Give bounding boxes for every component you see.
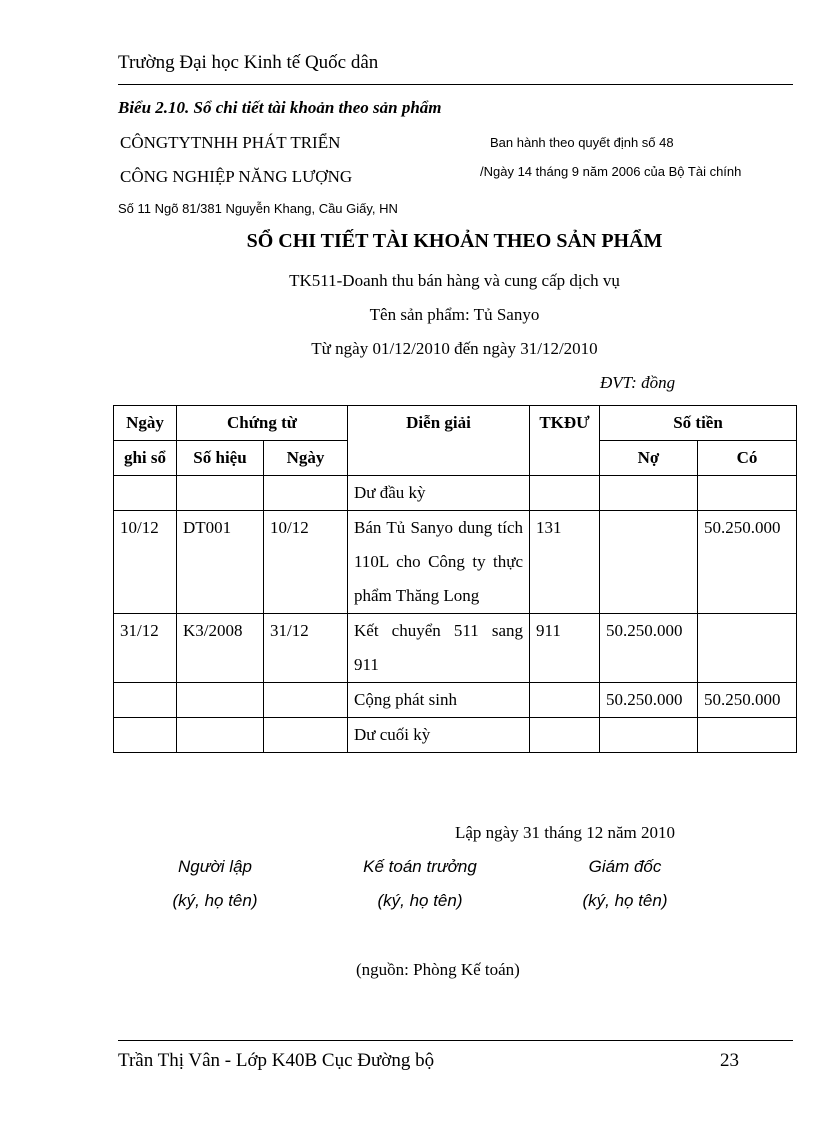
- cell-dien-giai: Kết chuyển 511 sang 911: [348, 614, 530, 683]
- footer-author: Trần Thị Vân - Lớp K40B Cục Đường bộ: [118, 1050, 435, 1071]
- source-note: (nguồn: Phòng Kế toán): [356, 960, 520, 979]
- cell-ngay: [264, 718, 348, 753]
- cell-so-hieu: [177, 718, 264, 753]
- period-line: Từ ngày 01/12/2010 đến ngày 31/12/2010: [311, 339, 598, 358]
- header-so-tien: Số tiền: [600, 406, 797, 441]
- page-header-school: Trường Đại học Kinh tế Quốc dân: [118, 52, 379, 73]
- header-divider: [118, 84, 793, 85]
- cell-no: 50.250.000: [600, 683, 698, 718]
- cell-ngay-ghi-so: [114, 476, 177, 511]
- header-co: Có: [698, 441, 797, 476]
- cell-tkdu: 911: [530, 614, 600, 683]
- header-so-hieu: Số hiệu: [177, 441, 264, 476]
- role-preparer: Người lập: [178, 857, 252, 876]
- cell-ngay-ghi-so: [114, 683, 177, 718]
- figure-caption: Biểu 2.10. Sổ chi tiết tài khoản theo sản phẩm: [118, 98, 442, 117]
- table-row: [114, 614, 797, 683]
- header-ngay: Ngày: [264, 441, 348, 476]
- cell-co: [698, 476, 797, 511]
- cell-no: 50.250.000: [600, 614, 698, 683]
- cell-so-hieu: [177, 476, 264, 511]
- header-chung-tu: Chứng từ: [177, 406, 348, 441]
- cell-ngay-ghi-so: 10/12: [114, 511, 177, 614]
- regulation-line1: Ban hành theo quyết định số 48: [490, 135, 674, 150]
- cell-so-hieu: [177, 683, 264, 718]
- table-row: [114, 476, 797, 511]
- signature-note-chief-accountant: (ký, họ tên): [377, 891, 463, 910]
- header-no: Nợ: [600, 441, 698, 476]
- company-name-line1: CÔNGTYTNHH PHÁT TRIỂN: [120, 133, 341, 152]
- cell-tkdu: [530, 476, 600, 511]
- role-director: Giám đốc: [588, 857, 662, 876]
- table-row: [114, 718, 797, 753]
- cell-ngay-ghi-so: [114, 718, 177, 753]
- cell-ngay: 10/12: [264, 511, 348, 614]
- cell-dien-giai: Cộng phát sinh: [348, 683, 530, 718]
- cell-co: [698, 718, 797, 753]
- role-chief-accountant: Kế toán trưởng: [363, 857, 477, 876]
- footer-divider: [118, 1040, 793, 1041]
- product-line: Tên sản phẩm: Tủ Sanyo: [369, 305, 540, 324]
- cell-co: 50.250.000: [698, 511, 797, 614]
- table-header-row-1: [114, 406, 797, 441]
- table-row: [114, 511, 797, 614]
- cell-dien-giai: Bán Tủ Sanyo dung tích 110L cho Công ty thực phẩm Thăng Long: [348, 511, 530, 614]
- cell-tkdu: 131: [530, 511, 600, 614]
- cell-dien-giai: Dư cuối kỳ: [348, 718, 530, 753]
- cell-ngay: [264, 476, 348, 511]
- unit-label: ĐVT: đồng: [600, 373, 676, 392]
- cell-so-hieu: K3/2008: [177, 614, 264, 683]
- cell-so-hieu: DT001: [177, 511, 264, 614]
- company-address: Số 11 Ngõ 81/381 Nguyễn Khang, Cầu Giấy, HN: [118, 201, 398, 216]
- cell-tkdu: [530, 683, 600, 718]
- header-dien-giai: Diễn giải: [348, 406, 530, 476]
- company-name-line2: CÔNG NGHIỆP NĂNG LƯỢNG: [120, 167, 353, 186]
- cell-no: [600, 718, 698, 753]
- signature-note-preparer: (ký, họ tên): [172, 891, 258, 910]
- page-number: 23: [720, 1050, 739, 1071]
- signature-note-director: (ký, họ tên): [582, 891, 668, 910]
- account-line: TK511-Doanh thu bán hàng và cung cấp dịch vụ: [289, 271, 620, 290]
- document-title: SỔ CHI TIẾT TÀI KHOẢN THEO SẢN PHẨM: [246, 230, 663, 252]
- cell-no: [600, 511, 698, 614]
- cell-co: 50.250.000: [698, 683, 797, 718]
- table-row: [114, 683, 797, 718]
- cell-tkdu: [530, 718, 600, 753]
- cell-no: [600, 476, 698, 511]
- signing-date: Lập ngày 31 tháng 12 năm 2010: [455, 823, 676, 842]
- ledger-table: [113, 405, 797, 753]
- cell-ngay-ghi-so: 31/12: [114, 614, 177, 683]
- header-tkdu: TKĐƯ: [530, 406, 600, 476]
- cell-dien-giai: Dư đầu kỳ: [348, 476, 530, 511]
- cell-co: [698, 614, 797, 683]
- regulation-line2: /Ngày 14 tháng 9 năm 2006 của Bộ Tài chính: [480, 164, 742, 179]
- cell-ngay: [264, 683, 348, 718]
- header-ngay-ghi-so: Ngày: [114, 406, 177, 441]
- cell-ngay: 31/12: [264, 614, 348, 683]
- header-ghi-so: ghi sổ: [114, 441, 177, 476]
